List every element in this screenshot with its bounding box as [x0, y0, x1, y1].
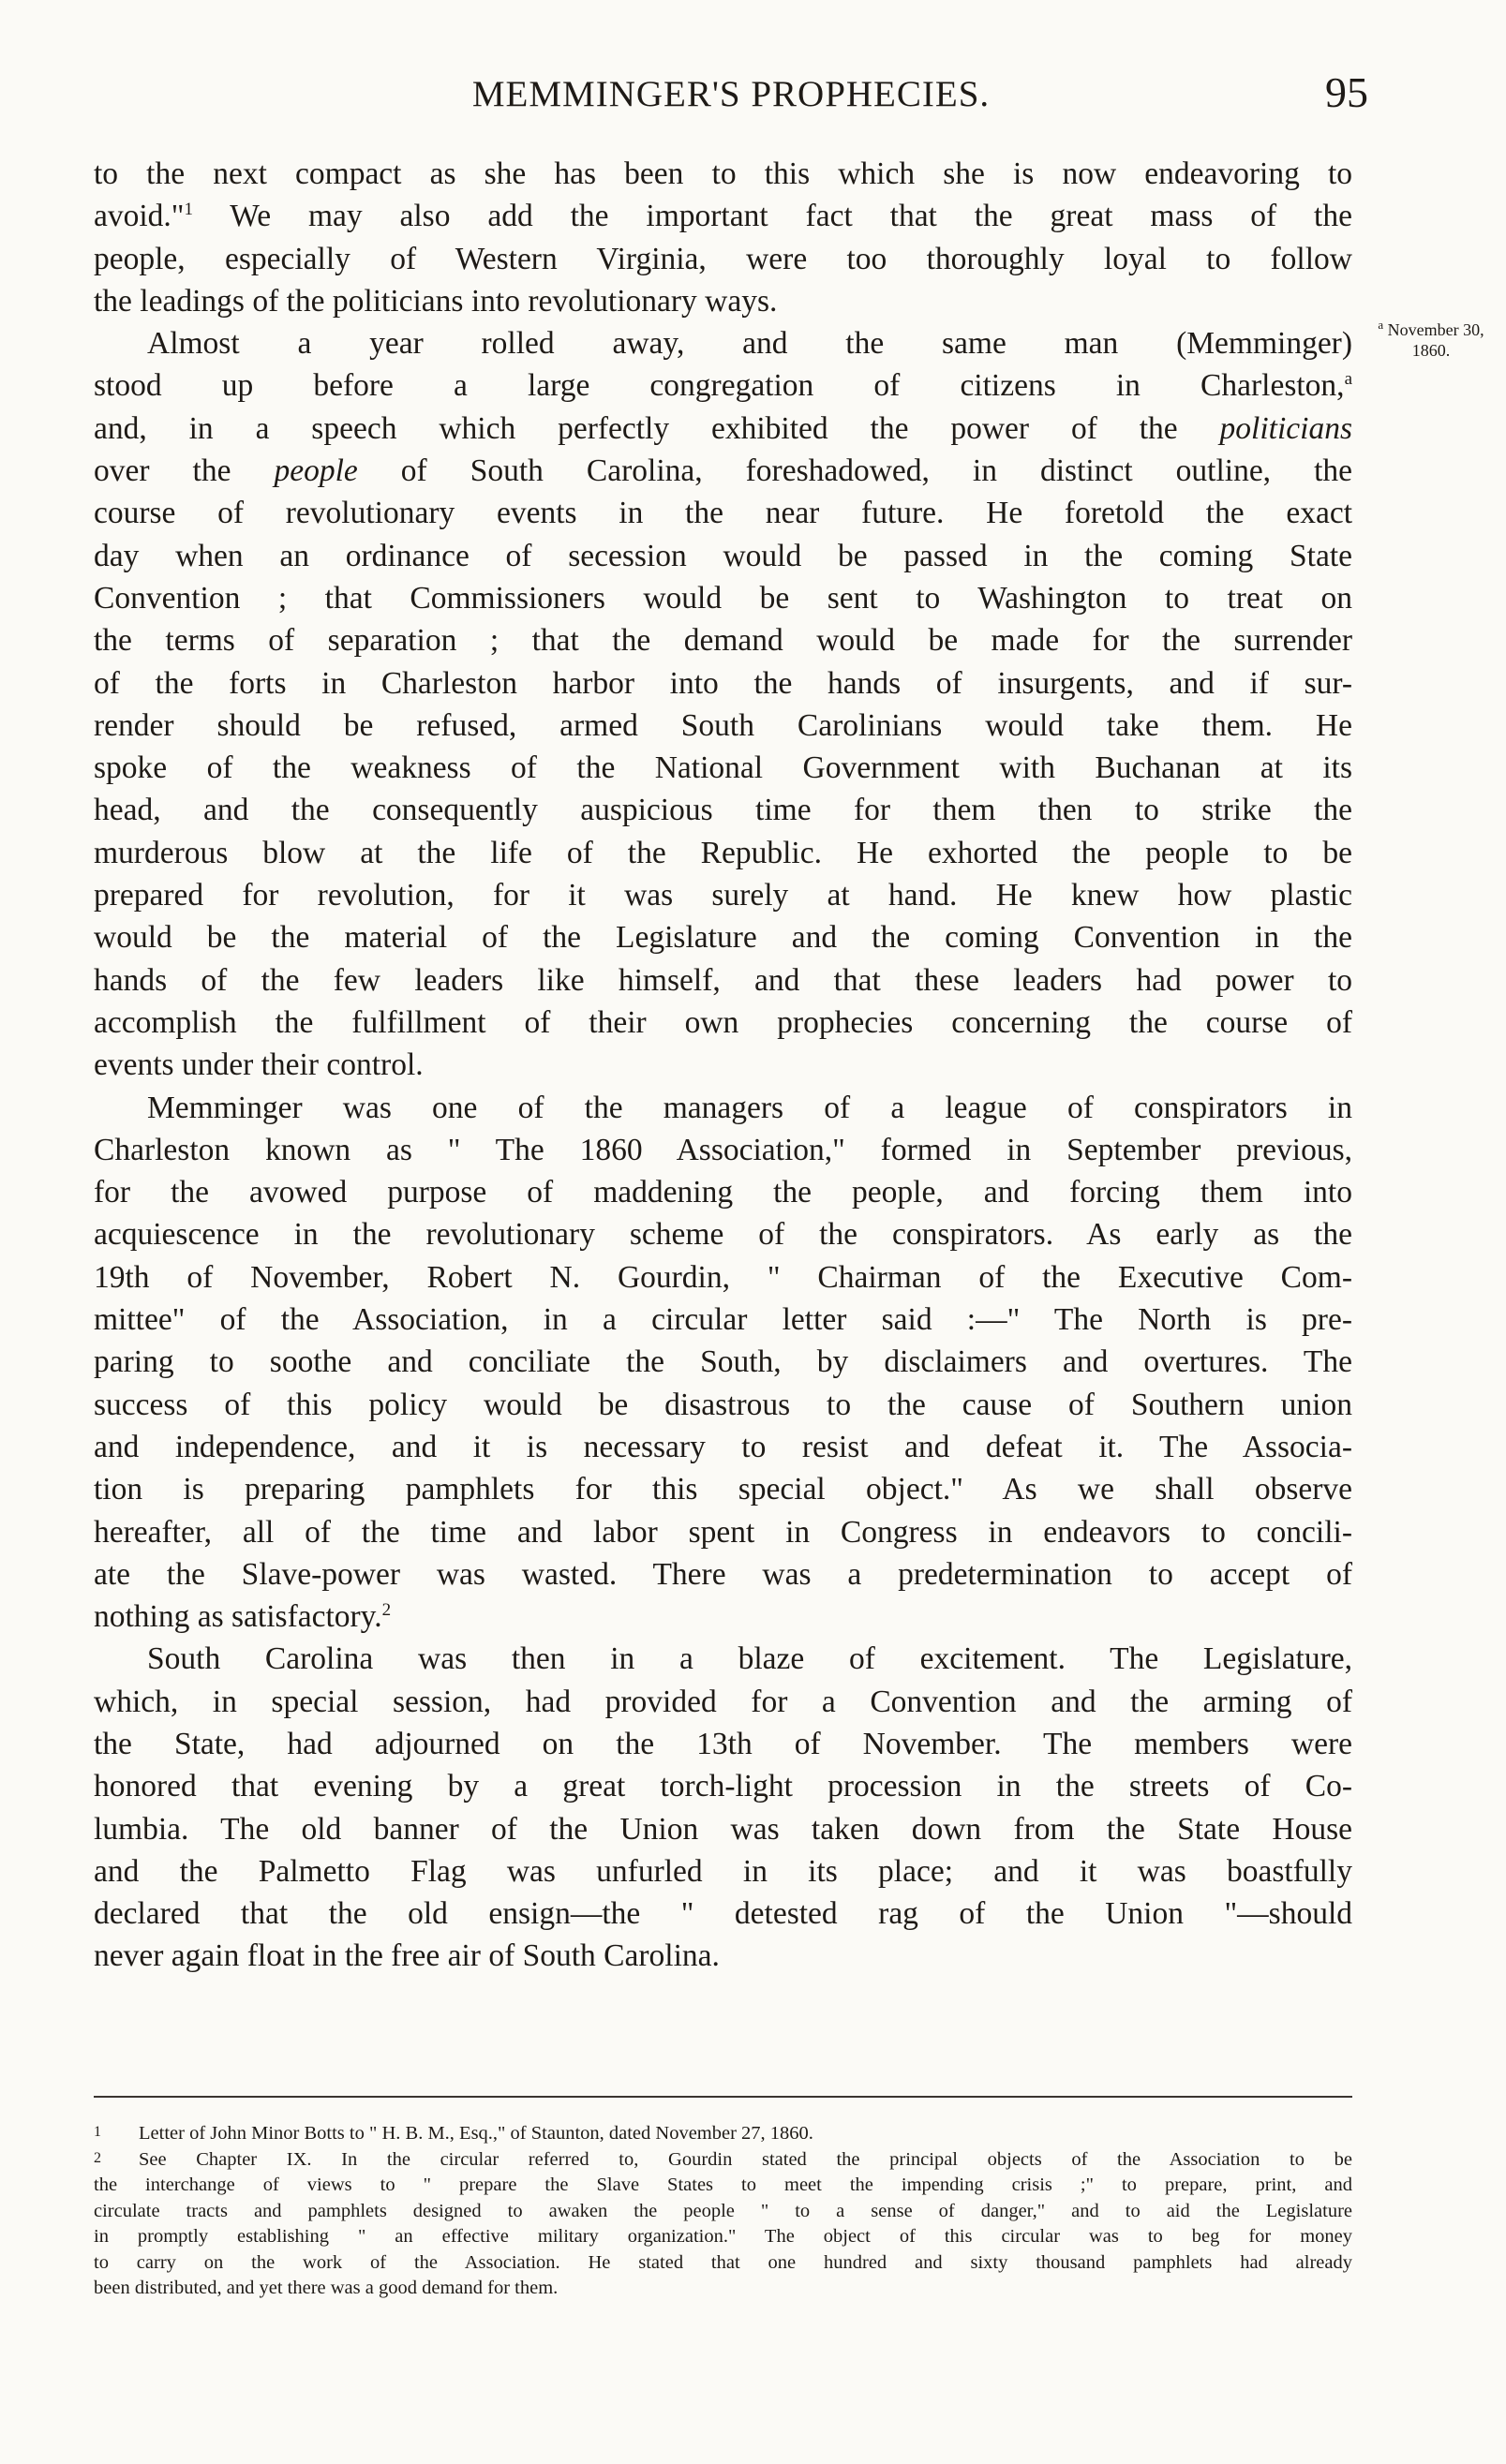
text-line: spoke of the weakness of the National Government with Buchanan at its [94, 750, 1352, 786]
text-line: tion is preparing pamphlets for this special object." As we shall observe [94, 1472, 1352, 1507]
text-line: Memminger was one of the managers of a league of conspirators in [147, 1090, 1352, 1125]
text-line: would be the material of the Legislature and the coming Convention in the [94, 920, 1352, 956]
text-line: lumbia. The old banner of the Union was taken down from the State House [94, 1811, 1352, 1847]
text-line: South Carolina was then in a blaze of excitement. The Legislature, [147, 1641, 1352, 1677]
text-line: nothing as satisfactory.$^2$ [94, 1599, 392, 1635]
footnote-ref: 1 [184, 200, 193, 220]
margin-note-marker: a [1378, 318, 1384, 332]
footnote-line: 2 See Chapter IX. In the circular referred to, Gourdin stated the principal objects of the Association to be [94, 2147, 1352, 2174]
text-line: course of revolutionary events in the near future. He foretold the exact [94, 496, 1352, 531]
text-line: events under their control. [94, 1047, 424, 1083]
footnote-label: 2 [94, 2149, 101, 2166]
page-header [94, 68, 1368, 129]
body-text [94, 153, 1352, 1978]
text-line: the terms of separation ; that the demand would be made for the surrender [94, 623, 1352, 659]
text-line: Charleston known as " The 1860 Association," formed in September previous, [94, 1132, 1352, 1167]
text-line: declared that the old ensign—the " detested rag of the Union "—should [94, 1896, 1352, 1932]
margin-note [1361, 315, 1501, 361]
margin-note-year: 1860. [1411, 341, 1451, 360]
text-line: mittee" of the Association, in a circular letter said :—" The North is pre- [94, 1302, 1352, 1338]
text-line: render should be refused, armed South Carolinians would take them. He [94, 707, 1352, 743]
text-line: Convention ; that Commissioners would be sent to Washington to treat on [94, 580, 1352, 616]
text-line: which, in special session, had provided for a Convention and the arming of [94, 1684, 1352, 1719]
page-number: 95 [1325, 68, 1368, 116]
footnote-line: been distributed, and yet there was a good demand for them. [94, 2278, 559, 2298]
text-line: honored that evening by a great torch-light procession in the streets of Co- [94, 1769, 1352, 1804]
text-line: Almost a year rolled away, and the same man (Memminger) [147, 326, 1352, 362]
text-line: success of this policy would be disastrous to the cause of Southern union [94, 1387, 1352, 1422]
text-line: 19th of November, Robert N. Gourdin, " Chairman of the Executive Com- [94, 1259, 1352, 1295]
text-line: prepared for revolution, for it was surely at hand. He knew how plastic [94, 878, 1352, 913]
text-line: never again float in the free air of South Carolina. [94, 1938, 720, 1974]
text-line: over the people of South Carolina, foreshadowed, in distinct outline, the [94, 453, 1352, 489]
footnotes [94, 2121, 1352, 2302]
text-line: and the Palmetto Flag was unfurled in its place; and it was boastfully [94, 1853, 1352, 1889]
text-line: and independence, and it is necessary to resist and defeat it. The Associa- [94, 1429, 1352, 1464]
text-line: people, especially of Western Virginia, were too thoroughly loyal to follow [94, 241, 1352, 276]
emphasis: politicians [1219, 410, 1352, 446]
footnote-label: 1 [94, 2124, 101, 2140]
text-line: stood up before a large congregation of citizens in Charleston,$^a$ [94, 368, 1352, 404]
margin-note-date: November 30, [1387, 320, 1484, 339]
footnote-ref: 2 [381, 1599, 392, 1620]
text-line: acquiescence in the revolutionary scheme of the conspirators. As early as the [94, 1217, 1352, 1253]
footnote-line: to carry on the work of the Association. He stated that one hundred and sixty thousand pamphlets had already [94, 2251, 1352, 2273]
text-line: the leadings of the politicians into revolutionary ways. [94, 283, 778, 319]
footnote-rule [94, 2096, 1352, 2098]
paragraph [94, 1087, 1352, 1639]
footnote-line: in promptly establishing " an effective military organization." The object of this circular was to beg for money [94, 2226, 1352, 2247]
footnote-line: 1 Letter of John Minor Botts to " H. B. M., Esq.," of Staunton, dated November 27, 1860. [94, 2121, 1352, 2147]
text-line: of the forts in Charleston harbor into the hands of insurgents, and if sur- [94, 665, 1352, 701]
text-line: ate the Slave-power was wasted. There was a predetermination to accept of [94, 1556, 1352, 1592]
paragraph [94, 322, 1352, 1086]
text-line: accomplish the fulfillment of their own prophecies concerning the course of [94, 1004, 1352, 1040]
running-head: MEMMINGER'S PROPHECIES. [471, 74, 991, 114]
text-line: hereafter, all of the time and labor spent in Congress in endeavors to concili- [94, 1514, 1352, 1550]
emphasis: people [274, 453, 358, 489]
text-line: avoid."$^1$ We may also add the important fact that the great mass of the [94, 199, 1352, 234]
footnote-line: circulate tracts and pamphlets designed to awaken the people " to a sense of danger," and to aid the Legislature [94, 2200, 1352, 2221]
text-line: to the next compact as she has been to this which she is now endeavoring to [94, 156, 1352, 191]
text-line: hands of the few leaders like himself, and that these leaders had power to [94, 962, 1352, 998]
text-line: head, and the consequently auspicious time for them then to strike the [94, 793, 1352, 828]
footnote [94, 2121, 1352, 2147]
text-line: day when an ordinance of secession would be passed in the coming State [94, 538, 1352, 573]
text-line: murderous blow at the life of the Republic. He exhorted the people to be [94, 835, 1352, 870]
text-line: the State, had adjourned on the 13th of November. The members were [94, 1726, 1352, 1761]
paragraph [94, 1638, 1352, 1977]
footnote-ref: a [1344, 369, 1352, 390]
paragraph [94, 153, 1352, 322]
text-line: and, in a speech which perfectly exhibited the power of the politicians [94, 410, 1352, 446]
text-line: for the avowed purpose of maddening the people, and forcing them into [94, 1175, 1352, 1210]
footnote [94, 2147, 1352, 2302]
text-line: paring to soothe and conciliate the South, by disclaimers and overtures. The [94, 1344, 1352, 1380]
footnote-line: the interchange of views to " prepare the Slave States to meet the impending crisis ;" to prepare, print, and [94, 2175, 1352, 2195]
